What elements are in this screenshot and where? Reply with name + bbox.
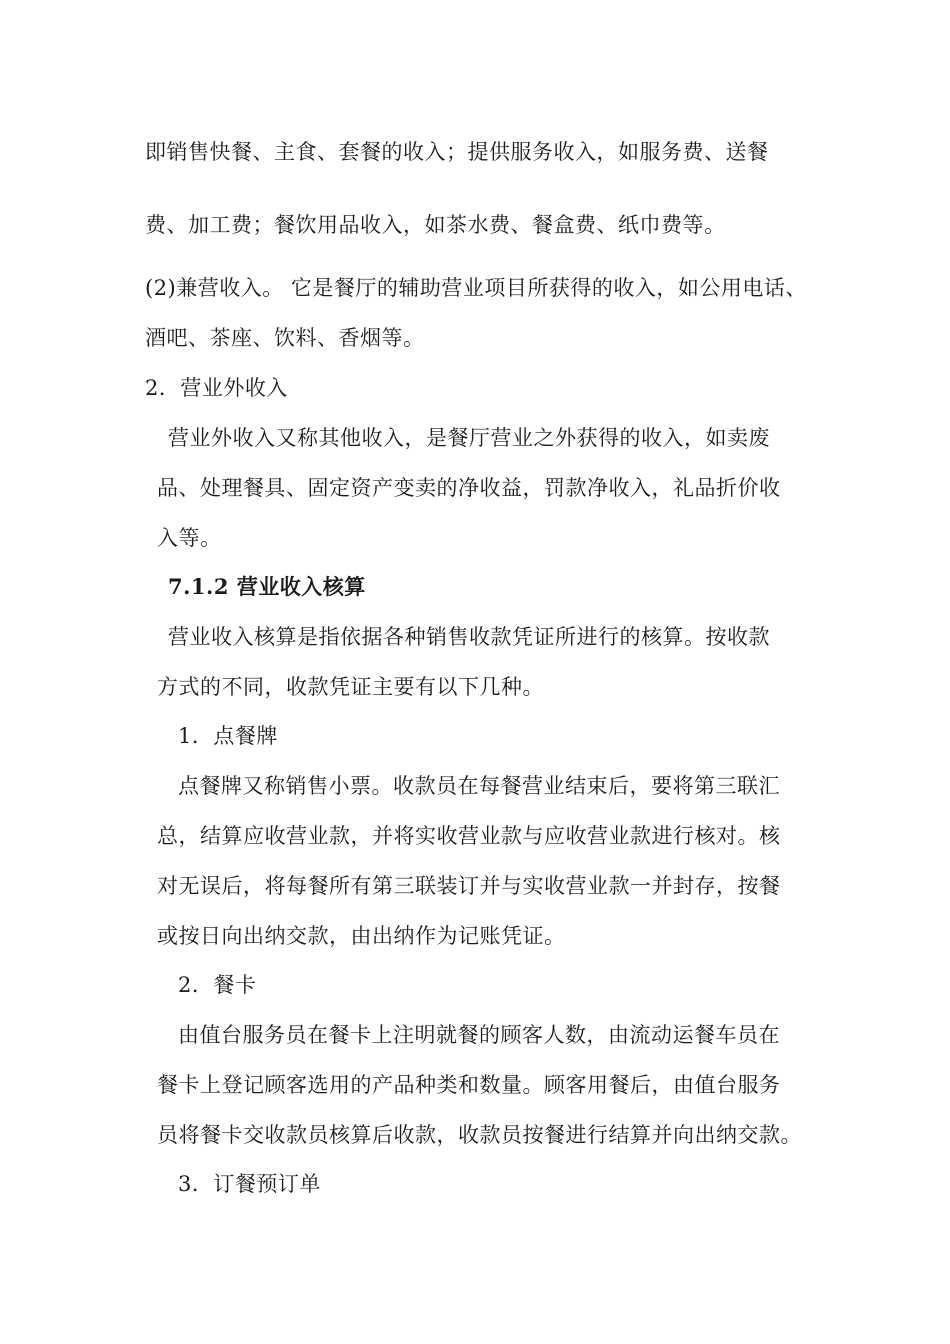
- item2-line-2: 餐卡上登记顾客选用的产品种类和数量。顾客用餐后，由值台服务: [157, 1073, 781, 1097]
- side-income-line-1: (2)兼营收入。 它是餐厅的辅助营业项目所获得的收入，如公用电话、: [145, 276, 807, 300]
- non-operating-line-3: 入等。: [157, 526, 222, 550]
- item1-line-1: 点餐牌又称销售小票。收款员在每餐营业结束后，要将第三联汇: [178, 774, 780, 798]
- income-detail-line-2: 费、加工费；餐饮用品收入，如茶水费、餐盒费、纸巾费等。: [145, 213, 726, 237]
- item1-line-3: 对无误后，将每餐所有第三联装订并与实收营业款一并封存，按餐: [157, 874, 781, 898]
- item2-heading: 2．餐卡: [178, 973, 257, 997]
- item2-line-1: 由值台服务员在餐卡上注明就餐的顾客人数，由流动运餐车员在: [178, 1023, 780, 1047]
- item1-heading: 1．点餐牌: [178, 724, 278, 748]
- item1-line-4: 或按日向出纳交款，由出纳作为记账凭证。: [157, 924, 566, 948]
- non-operating-heading: 2．营业外收入: [145, 376, 288, 400]
- section-heading: 7.1.2 营业收入核算: [168, 574, 366, 599]
- item3-heading: 3．订餐预订单: [178, 1172, 321, 1196]
- item2-line-3: 员将餐卡交收款员核算后收款，收款员按餐进行结算并向出纳交款。: [157, 1123, 802, 1147]
- side-income-line-2: 酒吧、茶座、饮料、香烟等。: [145, 326, 425, 350]
- accounting-line-2: 方式的不同，收款凭证主要有以下几种。: [157, 675, 544, 699]
- income-detail-line-1: 即销售快餐、主食、套餐的收入；提供服务收入，如服务费、送餐: [145, 140, 769, 164]
- non-operating-line-1: 营业外收入又称其他收入，是餐厅营业之外获得的收入，如卖废: [168, 426, 770, 450]
- item1-line-2: 总，结算应收营业款，并将实收营业款与应收营业款进行核对。核: [157, 824, 781, 848]
- accounting-line-1: 营业收入核算是指依据各种销售收款凭证所进行的核算。按收款: [168, 625, 770, 649]
- non-operating-line-2: 品、处理餐具、固定资产变卖的净收益，罚款净收入，礼品折价收: [157, 476, 781, 500]
